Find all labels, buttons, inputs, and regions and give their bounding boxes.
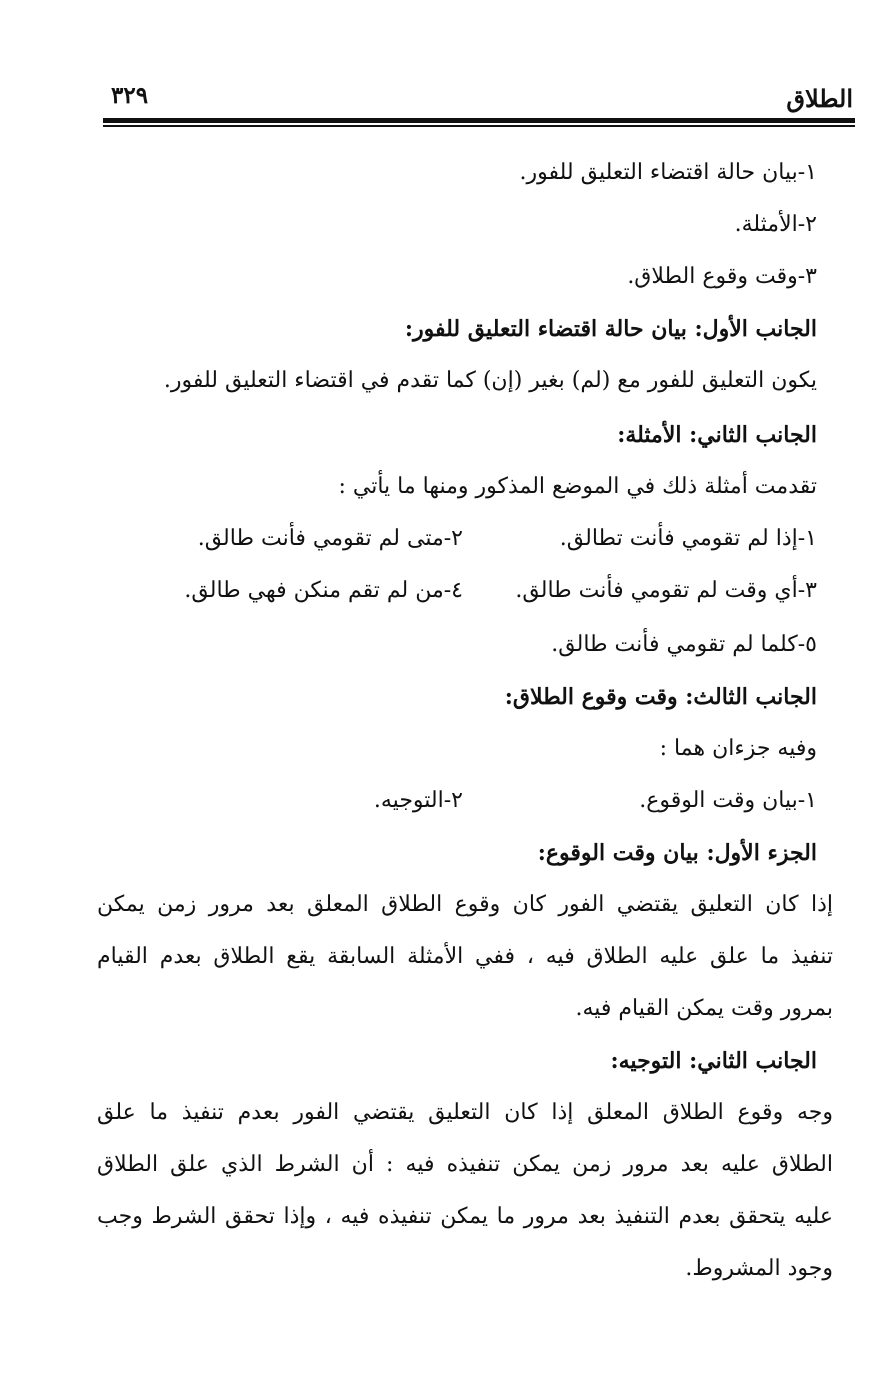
section-heading-2: الجانب الثاني: الأمثلة: — [617, 422, 817, 448]
paragraph-line: تنفيذ ما علق عليه الطلاق فيه ، ففي الأمثلة السابقة يقع الطلاق بعدم القيام — [97, 944, 833, 969]
example-2: ٢-متى لم تقومي فأنت طالق. — [197, 526, 463, 551]
example-1: ١-إذا لم تقومي فأنت تطالق. — [559, 526, 817, 551]
header-rule-thin — [103, 125, 855, 127]
paragraph-line: عليه يتحقق بعدم التنفيذ بعد مرور ما يمكن تنفيذه فيه ، وإذا تحقق الشرط وجب — [97, 1204, 833, 1229]
part-1: ١-بيان وقت الوقوع. — [639, 788, 817, 813]
outline-item-1: ١-بيان حالة اقتضاء التعليق للفور. — [519, 160, 817, 185]
section-1-text: يكون التعليق للفور مع (لم) بغير (إن) كما تقدم في اقتضاء التعليق للفور. — [163, 368, 817, 393]
paragraph-line: إذا كان التعليق يقتضي الفور كان وقوع الطلاق المعلق بعد مرور زمن يمكن — [97, 892, 833, 917]
example-4: ٤-من لم تقم منكن فهي طالق. — [184, 578, 463, 603]
paragraph-line: بمرور وقت يمكن القيام فيه. — [575, 996, 833, 1021]
example-3: ٣-أي وقت لم تقومي فأنت طالق. — [515, 578, 817, 603]
header-rule-thick — [103, 118, 855, 123]
page-number: ٣٢٩ — [111, 82, 149, 109]
subsection-heading-1: الجزء الأول: بيان وقت الوقوع: — [537, 840, 817, 866]
part-2: ٢-التوجيه. — [373, 788, 463, 813]
paragraph-line: وجه وقوع الطلاق المعلق إذا كان التعليق يقتضي الفور بعدم تنفيذ ما علق — [97, 1100, 833, 1125]
outline-item-3: ٣-وقت وقوع الطلاق. — [627, 264, 817, 289]
chapter-title: الطلاق — [786, 84, 853, 113]
section-heading-3: الجانب الثالث: وقت وقوع الطلاق: — [504, 684, 817, 710]
section-2-intro: تقدمت أمثلة ذلك في الموضع المذكور ومنها ما يأتي : — [338, 474, 817, 499]
outline-item-2: ٢-الأمثلة. — [734, 212, 817, 237]
section-heading-1: الجانب الأول: بيان حالة اقتضاء التعليق للفور: — [404, 316, 817, 342]
section-3-intro: وفيه جزءان هما : — [659, 736, 817, 761]
subsection-heading-2: الجانب الثاني: التوجيه: — [610, 1048, 817, 1074]
example-5: ٥-كلما لم تقومي فأنت طالق. — [551, 632, 817, 657]
paragraph-line: الطلاق عليه بعد مرور زمن يمكن تنفيذه فيه : أن الشرط الذي علق الطلاق — [97, 1152, 833, 1177]
paragraph-line: وجود المشروط. — [685, 1256, 833, 1281]
